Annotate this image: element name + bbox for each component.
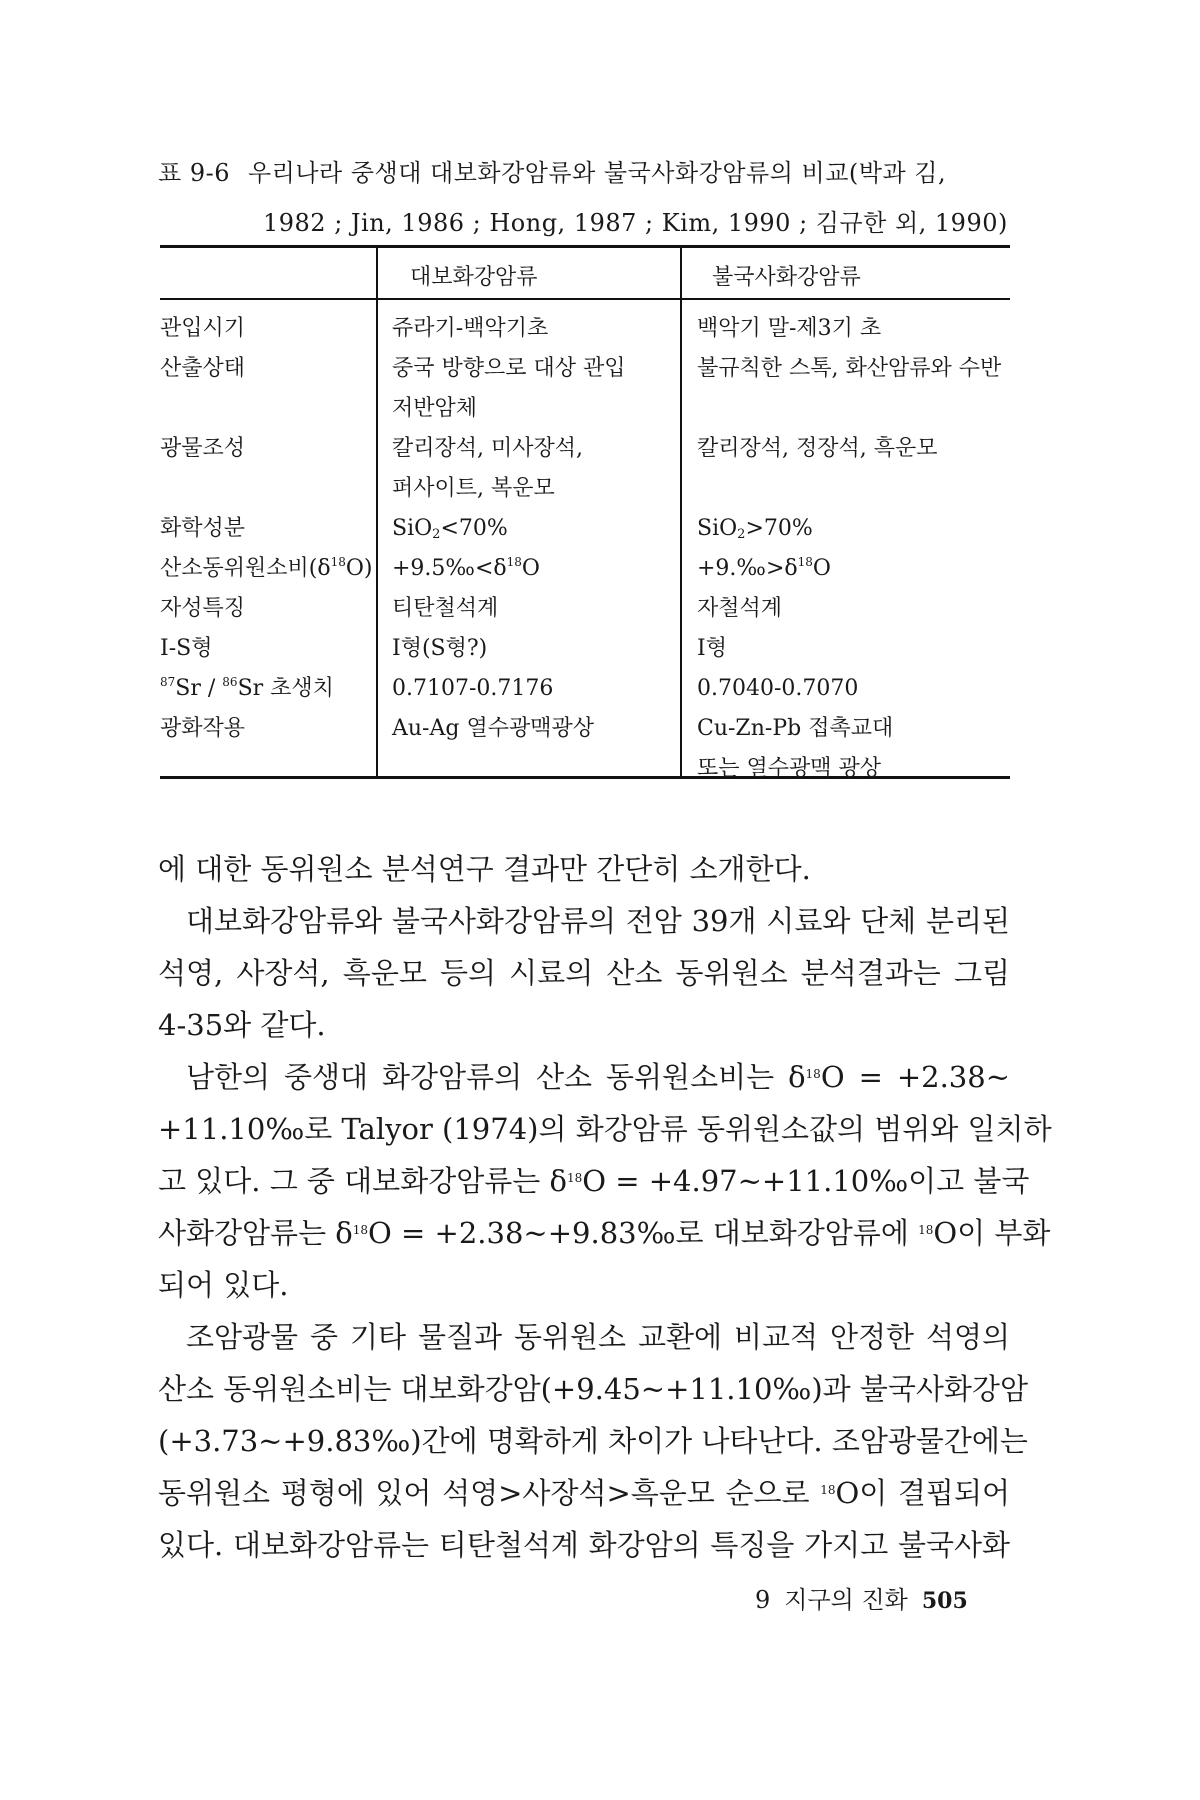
paragraph-line: 석영, 사장석, 흑운모 등의 시료의 산소 동위원소 분석결과는 그림 bbox=[158, 956, 1010, 990]
table-caption bbox=[158, 153, 1038, 188]
table-column-bulguksa bbox=[697, 309, 1010, 789]
table-cell: 0.7107-0.7176 bbox=[392, 676, 554, 701]
row-label: 화학성분 bbox=[160, 516, 246, 541]
row-label: 자성특징 bbox=[160, 596, 246, 621]
table-cell: 티탄철석계 bbox=[392, 596, 499, 621]
table-cell: 칼리장석, 미사장석, 퍼사이트, 복운모 bbox=[392, 436, 583, 501]
paragraph-line: 있다. 대보화강암류는 티탄철석계 화강암의 특징을 가지고 불국사화 bbox=[158, 1528, 1010, 1562]
page-footer bbox=[755, 1580, 968, 1615]
table-cell: I형 bbox=[697, 636, 727, 661]
table-cell: SiO$_2$<70% bbox=[392, 516, 508, 542]
table-caption-label: 표 9-6 bbox=[158, 159, 230, 187]
paragraph-line: 사화강암류는 $\delta^{18}O$ = +2.38~+9.83‰로 대보화강암류에 $^{18}$O이 부화 bbox=[158, 1216, 1051, 1250]
table-cell: 칼리장석, 정장석, 흑운모 bbox=[697, 436, 938, 461]
table-cell: 중국 방향으로 대상 관입 저반암체 bbox=[392, 356, 626, 421]
table-cell: 0.7040-0.7070 bbox=[697, 676, 859, 701]
table-cell: 불규칙한 스톡, 화산암류와 수반 bbox=[697, 356, 1002, 381]
table-cell: 쥬라기-백악기초 bbox=[392, 316, 549, 341]
paragraph-line: 되어 있다. bbox=[158, 1268, 289, 1302]
paragraph-line: 동위원소 평형에 있어 석영>사장석>흑운모 순으로 $^{18}$O이 결핍되어 bbox=[158, 1476, 1010, 1510]
table-header-daebo: 대보화강암류 bbox=[410, 265, 538, 290]
table-cell: Cu-Zn-Pb 접촉교대 또는 열수광맥 광상 bbox=[697, 716, 894, 781]
chapter-number: 9 bbox=[755, 1586, 771, 1614]
table-cell: $+9.‰>\delta^{18}O$ bbox=[697, 555, 831, 581]
paragraph-line: 조암광물 중 기타 물질과 동위원소 교환에 비교적 안정한 석영의 bbox=[186, 1320, 1010, 1354]
paragraph-line: 남한의 중생대 화강암류의 산소 동위원소비는 $\delta^{18}O$ = +2.38~ bbox=[186, 1060, 1010, 1094]
table-header-rule bbox=[160, 298, 1010, 300]
table-cell: 자철석계 bbox=[697, 596, 783, 621]
table-cell: $+9.5‰<\delta^{18}O$ bbox=[392, 555, 540, 581]
paragraph-line: 산소 동위원소비는 대보화강암(+9.45~+11.10‰)과 불국사화강암 bbox=[158, 1372, 1028, 1406]
table-caption-line2: 1982 ; Jin, 1986 ; Hong, 1987 ; Kim, 1990 ; 김규한 외, 1990) bbox=[263, 209, 1008, 237]
paragraph-line: (+3.73~+9.83‰)간에 명확하게 차이가 나타난다. 조암광물간에는 bbox=[158, 1424, 1028, 1458]
paragraph-line: 대보화강암류와 불국사화강암류의 전암 39개 시료와 단체 분리된 bbox=[186, 904, 1010, 938]
table-top-rule bbox=[160, 245, 1010, 248]
paragraph-line: 고 있다. 그 중 대보화강암류는 $\delta^{18}O$ = +4.97~+11.10‰이고 불국 bbox=[158, 1164, 1030, 1198]
table-cell: I형(S형?) bbox=[392, 636, 488, 661]
paragraph-line: 에 대한 동위원소 분석연구 결과만 간단히 소개한다. bbox=[158, 852, 811, 886]
table-column-daebo bbox=[392, 309, 677, 749]
row-label: 산출상태 bbox=[160, 356, 246, 381]
table-column-divider bbox=[376, 245, 378, 778]
row-label: $^{87}$Sr / $^{86}$Sr 초생치 bbox=[160, 675, 334, 701]
body-text bbox=[158, 843, 1052, 1571]
table-column-divider bbox=[680, 245, 682, 778]
row-label: 관입시기 bbox=[160, 316, 246, 341]
table-cell: 백악기 말-제3기 초 bbox=[697, 316, 882, 341]
table-cell: Au-Ag 열수광맥광상 bbox=[392, 716, 594, 741]
table-caption-line1: 우리나라 중생대 대보화강암류와 불국사화강암류의 비교(박과 김, bbox=[247, 159, 947, 187]
table-cell: SiO$_2$>70% bbox=[697, 516, 813, 542]
row-label: 광물조성 bbox=[160, 436, 246, 461]
chapter-title: 지구의 진화 bbox=[784, 1586, 908, 1614]
table-row-labels bbox=[160, 309, 372, 749]
row-label: 산소동위원소비$(\delta^{18}O)$ bbox=[160, 555, 373, 581]
table-header-bulguksa: 불국사화강암류 bbox=[712, 265, 861, 290]
row-label: I-S형 bbox=[160, 636, 213, 661]
paragraph-line: +11.10‰로 Talyor (1974)의 화강암류 동위원소값의 범위와 일치하 bbox=[158, 1112, 1052, 1146]
paragraph-line: 4-35와 같다. bbox=[158, 1008, 326, 1042]
page-number: 505 bbox=[921, 1588, 968, 1614]
row-label: 광화작용 bbox=[160, 716, 246, 741]
